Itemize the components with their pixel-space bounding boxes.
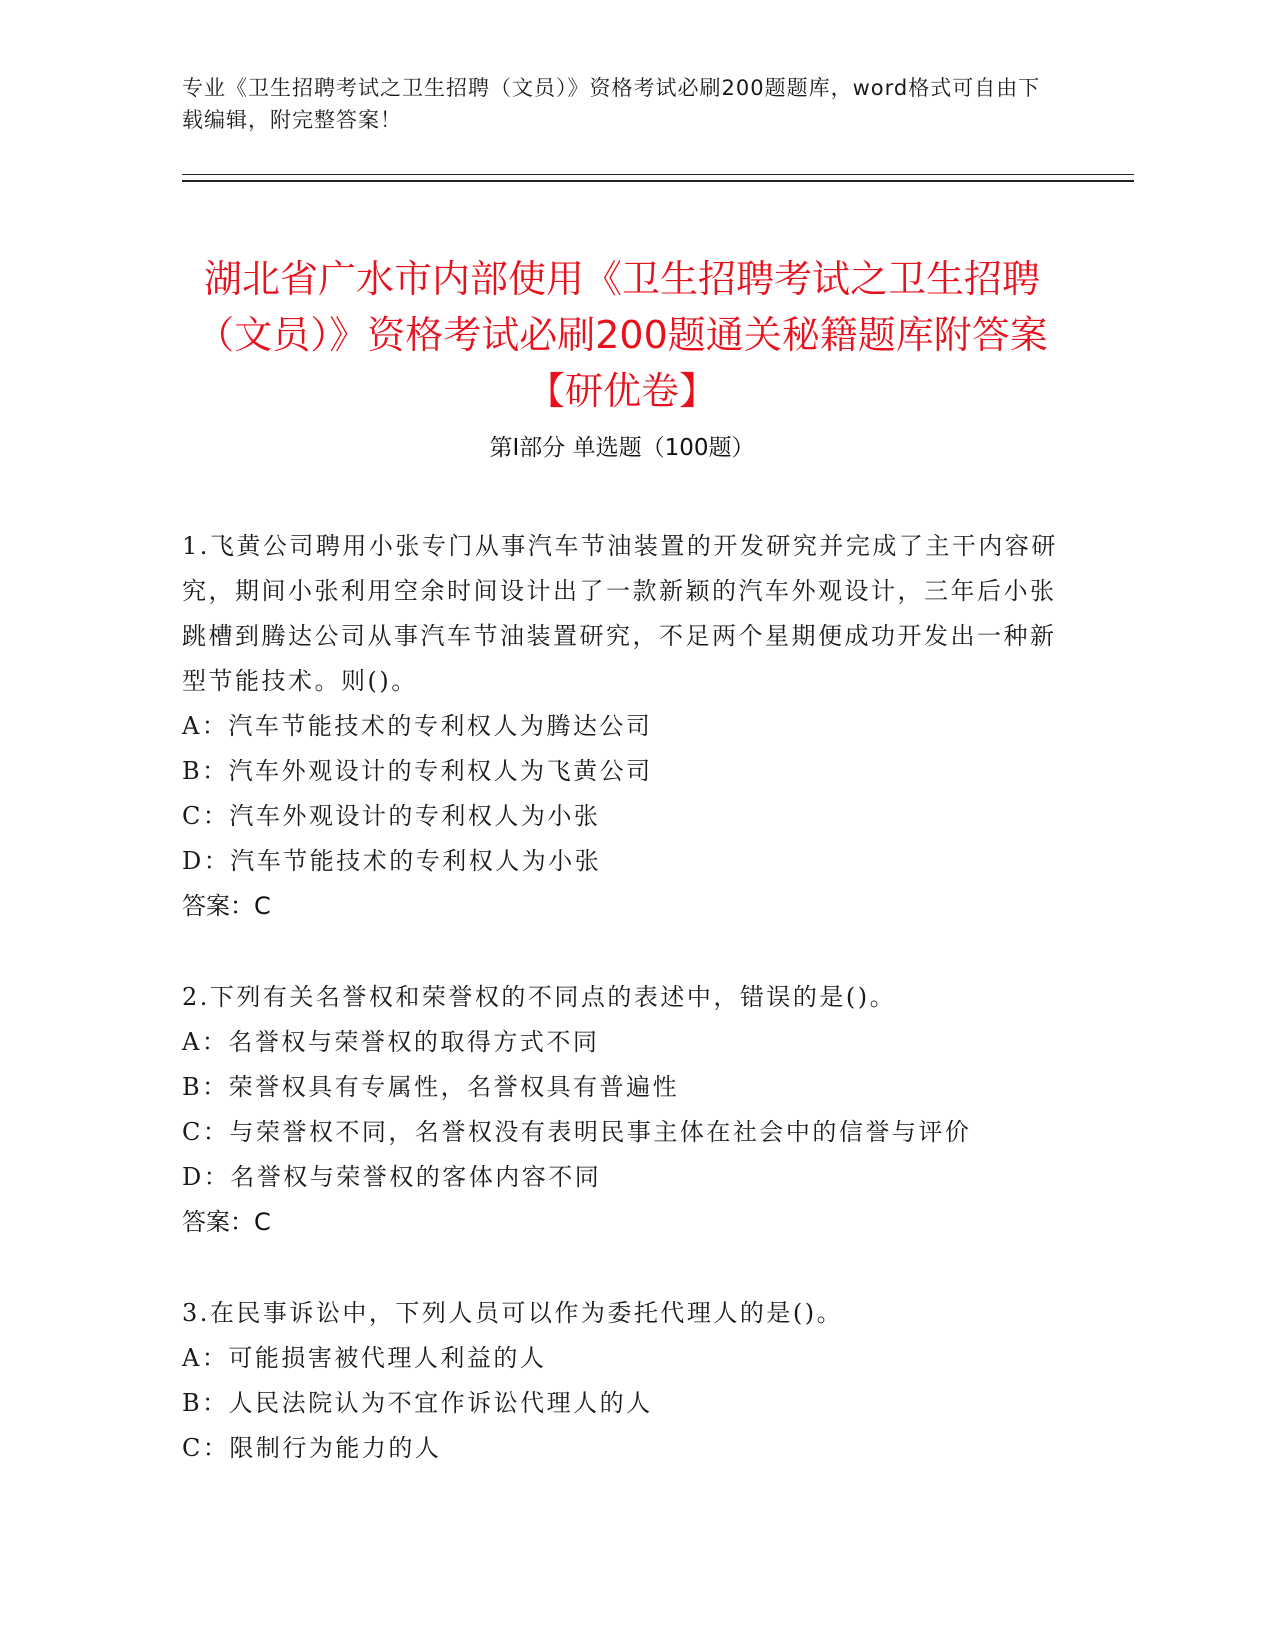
option-d: D：名誉权与荣誉权的客体内容不同: [182, 1163, 602, 1191]
header-divider-thick: [182, 180, 1134, 182]
header-note: 专业《卫生招聘考试之卫生招聘（文员）》资格考试必刷200题题库，word格式可自由下载编辑，附完整答案！: [182, 76, 1041, 132]
document-title: 湖北省广水市内部使用《卫生招聘考试之卫生招聘（文员）》资格考试必刷200题通关秘籍题库附答案【研优卷】: [196, 257, 1048, 414]
question-2: [182, 975, 1062, 1245]
option-b: B：人民法院认为不宜作诉讼代理人的人: [182, 1389, 653, 1417]
section-title: 第Ⅰ部分 单选题（100题）: [489, 435, 755, 461]
question-stem: 1.飞黄公司聘用小张专门从事汽车节油装置的开发研究并完成了主干内容研究，期间小张利用空余时间设计出了一款新颖的汽车外观设计，三年后小张跳槽到腾达公司从事汽车节油装置研究，不足两个星期便成功开发出一种新型节能技术。则()。: [182, 532, 1058, 695]
question-3: [182, 1291, 1062, 1471]
answer-line: 答案：C: [182, 892, 271, 920]
option-a: A：可能损害被代理人利益的人: [182, 1344, 547, 1372]
question-list: [182, 524, 1062, 1517]
option-a: A：名誉权与荣誉权的取得方式不同: [182, 1028, 600, 1056]
question-1: [182, 524, 1062, 929]
header-divider-thin: [182, 174, 1134, 175]
option-c: C：限制行为能力的人: [182, 1434, 442, 1462]
option-b: B：荣誉权具有专属性，名誉权具有普遍性: [182, 1073, 680, 1101]
option-c: C：汽车外观设计的专利权人为小张: [182, 802, 601, 830]
question-stem: 3.在民事诉讼中，下列人员可以作为委托代理人的是()。: [182, 1299, 844, 1327]
option-a: A：汽车节能技术的专利权人为腾达公司: [182, 712, 653, 740]
option-c: C：与荣誉权不同，名誉权没有表明民事主体在社会中的信誉与评价: [182, 1118, 972, 1146]
option-d: D：汽车节能技术的专利权人为小张: [182, 847, 602, 875]
option-b: B：汽车外观设计的专利权人为飞黄公司: [182, 757, 653, 785]
answer-line: 答案：C: [182, 1208, 271, 1236]
question-stem: 2.下列有关名誉权和荣誉权的不同点的表述中，错误的是()。: [182, 983, 897, 1011]
